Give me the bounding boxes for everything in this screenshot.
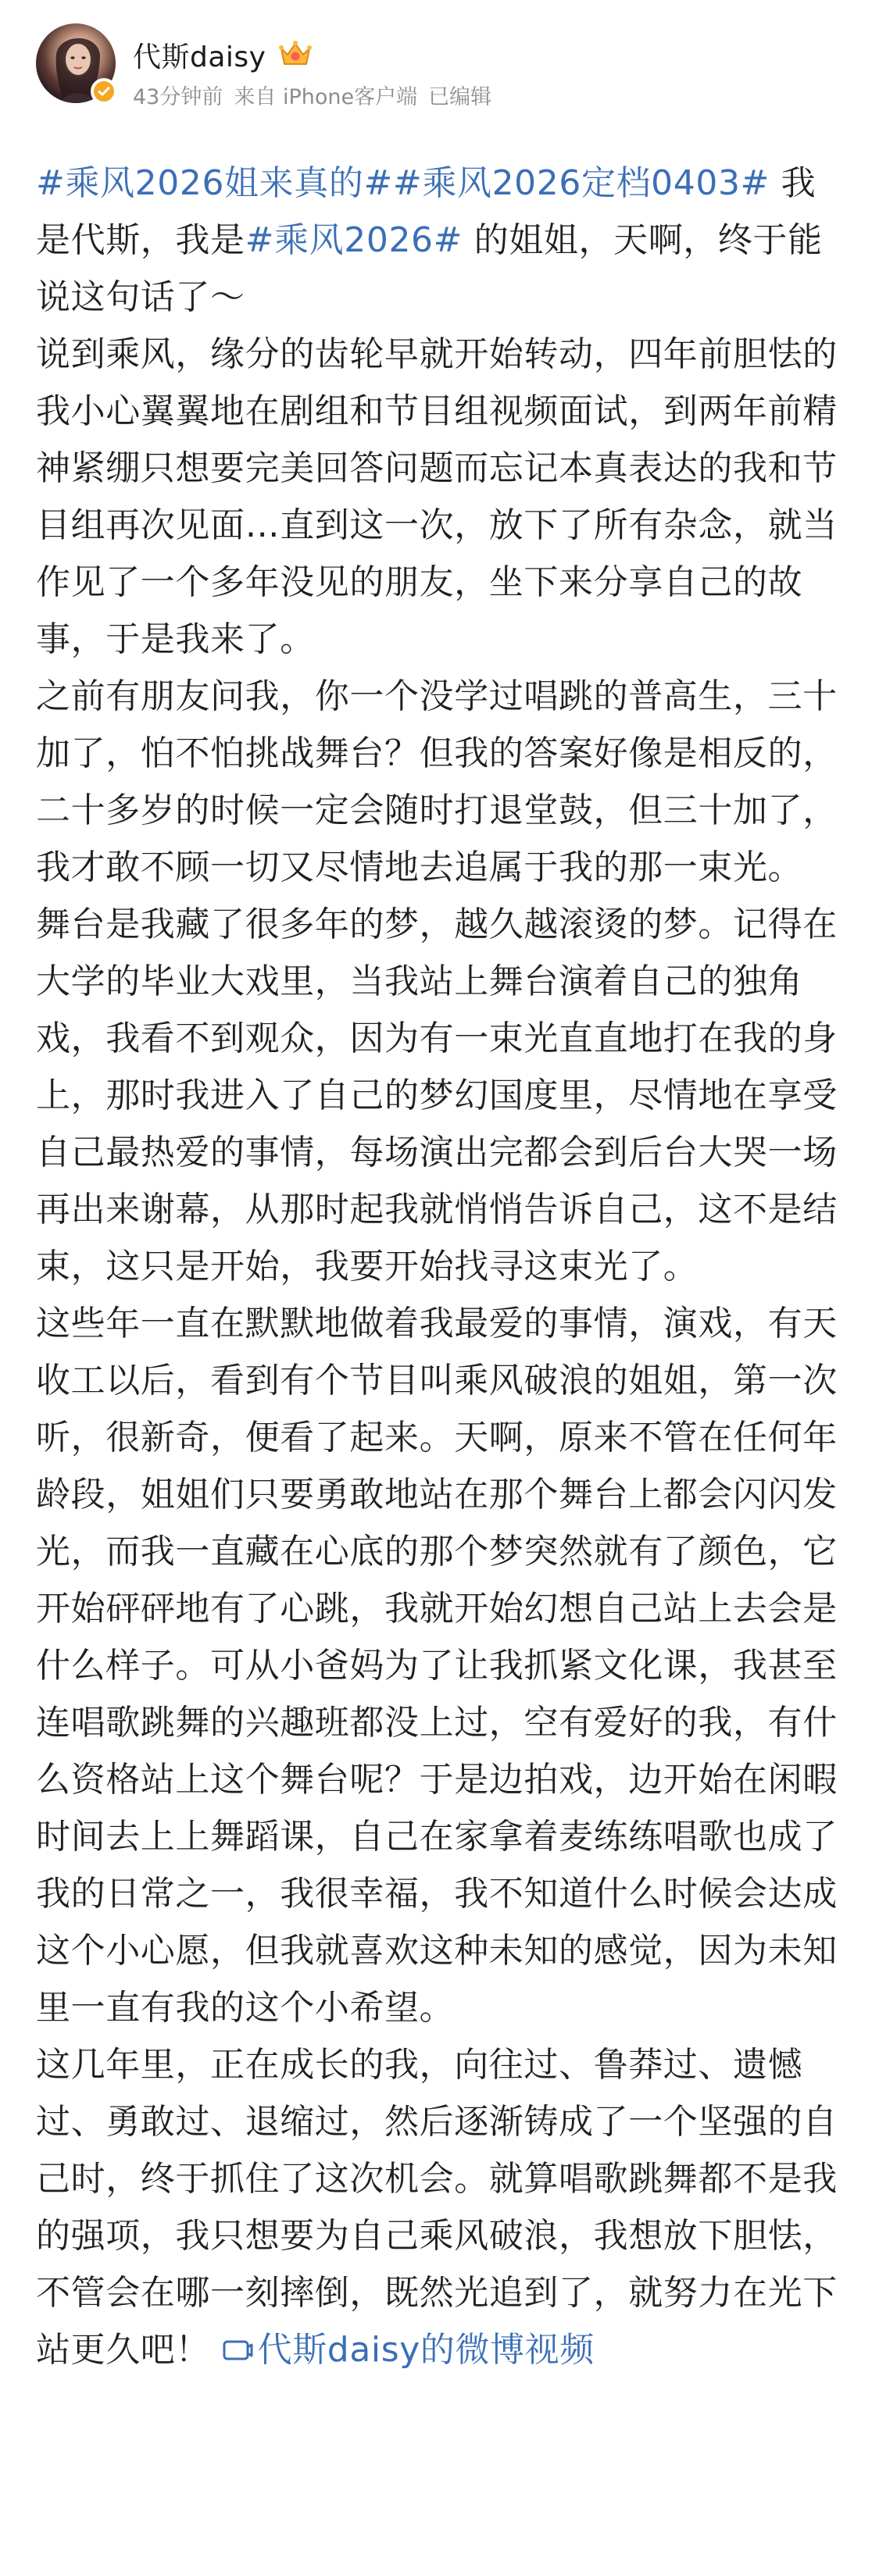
avatar[interactable] [36,23,116,103]
post-paragraph-final [36,2036,849,2382]
edited-label[interactable]: 已编辑 [428,85,492,109]
post-paragraph: 舞台是我藏了很多年的梦，越久越滚烫的梦。记得在大学的毕业大戏里，当我站上舞台演着自己的独角戏，我看不到观众，因为有一束光直直地打在我的身上，那时我进入了自己的梦幻国度里，尽情地在享受自己最热爱的事情，每场演出完都会到后台大哭一场再出来谢幕，从那时起我就悄悄告诉自己，这不是结束，这只是开始，我要开始找寻这束光了。 [36,904,838,1286]
video-link-label[interactable]: 代斯daisy的微博视频 [257,2330,595,2370]
hashtag-link[interactable]: #乘风2026定档0403# [392,163,770,203]
hashtag-link[interactable]: #乘风2026# [245,220,463,260]
crown-vip-icon[interactable] [277,39,314,70]
post-text: 的姐姐，天啊，终于能说这句话了～ [36,220,823,317]
post-content [36,155,849,2382]
post-text: 这几年里，正在成长的我，向往过、鲁莽过、遗憾过、勇敢过、退缩过，然后逐渐铸成了一个坚强的自己时，终于抓住了这次机会。就算唱歌跳舞都不是我的强项，我只想要为自己乘风破浪，我想放下胆怯，不管会在哪一刻摔倒，既然光追到了，就努力在光下站更久吧！ [36,2045,838,2370]
video-play-icon [222,2324,253,2382]
post-meta [133,80,491,110]
video-link[interactable] [222,2330,595,2370]
author-row [133,34,314,75]
post-paragraph: 这些年一直在默默地做着我最爱的事情，演戏，有天收工以后，看到有个节目叫乘风破浪的姐姐，第一次听，很新奇，便看了起来。天啊，原来不管在任何年龄段，姐姐们只要勇敢地站在那个舞台上都会闪闪发光，而我一直藏在心底的那个梦突然就有了颜色，它开始砰砰地有了心跳，我就开始幻想自己站上去会是什么样子。可从小爸妈为了让我抓紧文化课，我甚至连唱歌跳舞的兴趣班都没上过，空有爱好的我，有什么资格站上这个舞台呢？于是边拍戏，边开始在闲暇时间去上上舞蹈课，自己在家拿着麦练练唱歌也成了我的日常之一，我很幸福，我不知道什么时候会达成这个小心愿，但我就喜欢这种未知的感觉，因为未知里一直有我的这个小希望。 [36,1304,838,2028]
post-source: 来自 iPhone客户端 [234,85,418,109]
author-name[interactable]: 代斯daisy [133,41,266,73]
post-time: 43分钟前 [133,85,223,109]
verified-badge-icon [91,78,117,105]
post-paragraph: 说到乘风，缘分的齿轮早就开始转动，四年前胆怯的我小心翼翼地在剧组和节目组视频面试，到两年前精神紧绷只想要完美回答问题而忘记本真表达的我和节目组再次见面…直到这一次，放下了所有杂念，就当作见了一个多年没见的朋友，坐下来分享自己的故事，于是我来了。 [36,334,838,659]
post-paragraph: 之前有朋友问我，你一个没学过唱跳的普高生，三十加了，怕不怕挑战舞台？但我的答案好像是相反的，二十多岁的时候一定会随时打退堂鼓，但三十加了，我才敢不顾一切又尽情地去追属于我的那一束光。 [36,676,838,887]
post-paragraph-intro [36,155,849,326]
post-header [0,0,879,141]
hashtag-link[interactable]: #乘风2026姐来真的# [36,163,393,203]
post-text: 我是代斯，我是 [36,163,816,260]
